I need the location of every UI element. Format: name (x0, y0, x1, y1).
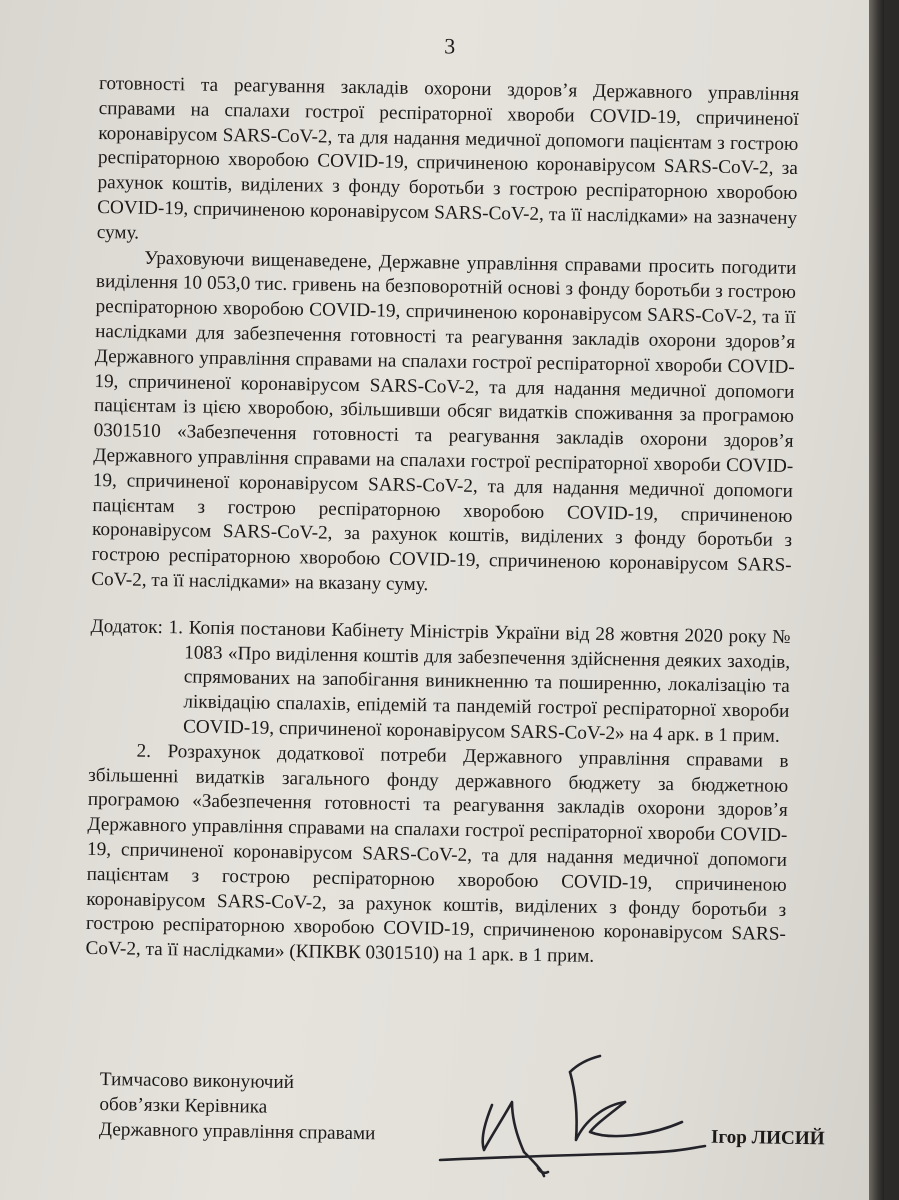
attachment-item-2: 2. Розрахунок додаткової потреби Державного управління справами в збільшенні видатків загального фонду державного бюджету за бюджетною програмою «Забезпечення готовності та реагування закладів охорони здоров’я Державного управління справами на спалахи гострої респіраторної хвороби COVID-19, спричиненої коронавірусом SARS-CoV-2, та для надання медичної допомоги пацієнтам з гострою респіраторною хворобою COVID-19, спричиненою коронавірусом SARS-CoV-2, за рахунок коштів, виділених з фонду боротьби з гострою респіраторною хворобою COVID-19, спричиненою коронавірусом SARS-CoV-2, та її наслідками» (КПКВК 0301510) на 1 арк. в 1 прим. (85, 740, 789, 967)
paragraph-request: Ураховуючи вищенаведене, Державне управління справами просить погодити виділення 10 053,0 тис. гривень на безповоротній основі з фонду боротьби з гострою респіраторною хворобою COVID-19, спричиненою коронавірусом SARS-CoV-2, та її наслідками для забезпечення готовності та реагування закладів охорони здоров’я Державного управління справами на спалахи гострої респіраторної хвороби COVID-19, спричиненої коронавірусом SARS-CoV-2, та для надання медичної допомоги пацієнтам із цією хворобою, збільшивши обсяг видатків споживання за програмою 0301510 «Забезпечення готовності та реагування закладів охорони здоров’я Державного управління справами на спалахи гострої респіраторної хвороби COVID-19, спричиненої коронавірусом SARS-CoV-2, та для надання медичної допомоги пацієнтам з гострою респіраторною хворобою COVID-19, спричиненою коронавірусом SARS-CoV-2, за рахунок коштів, виділених з фонду боротьби з гострою респіраторною хворобою COVID-19, спричиненою коронавірусом SARS-CoV-2, та її наслідками» на вказану суму. (91, 247, 797, 596)
signer-name: Ігор ЛИСИЙ (710, 1126, 825, 1150)
page-edge-shadow (869, 0, 884, 1200)
signer-title-line-2: обов’язки Керівника (99, 1093, 268, 1118)
attachment-item-1 (89, 615, 791, 750)
attachment-item-1-text: 1. Копія постанови Кабінету Міністрів України від 28 жовтня 2020 року № 1083 «Про виділення коштів для забезпечення здійснення деяких заходів, спрямованих на запобігання виникненню та поширенню, локалізацію та ліквідацію спалахів, епідемій та пандемій гострої респіраторної хвороби COVID-19, спричиненої коронавірусом SARS-CoV-2» на 4 арк. в 1 прим. (168, 616, 791, 747)
paragraph-continuation: готовності та реагування закладів охорони здоров’я Державного управління справами на спалахи гострої респіраторної хвороби COVID-19, спричиненої коронавірусом SARS-CoV-2, та для надання медичної допомоги пацієнтам з гострою респіраторною хворобою COVID-19, спричиненою коронавірусом SARS-CoV-2, за рахунок коштів, виділених з фонду боротьби з гострою респіраторною хворобою COVID-19, спричиненою коронавірусом SARS-CoV-2, та її наслідками» на зазначену суму. (96, 72, 800, 244)
signer-title-line-1: Тимчасово виконуючий (99, 1068, 295, 1094)
attachments-label: Додаток: (90, 615, 164, 638)
handwritten-signature (420, 1050, 720, 1180)
attachments (85, 615, 790, 973)
page-number: 3 (444, 33, 456, 59)
body-text (85, 28, 800, 973)
signer-title-line-3: Державного управління справами (98, 1118, 376, 1145)
